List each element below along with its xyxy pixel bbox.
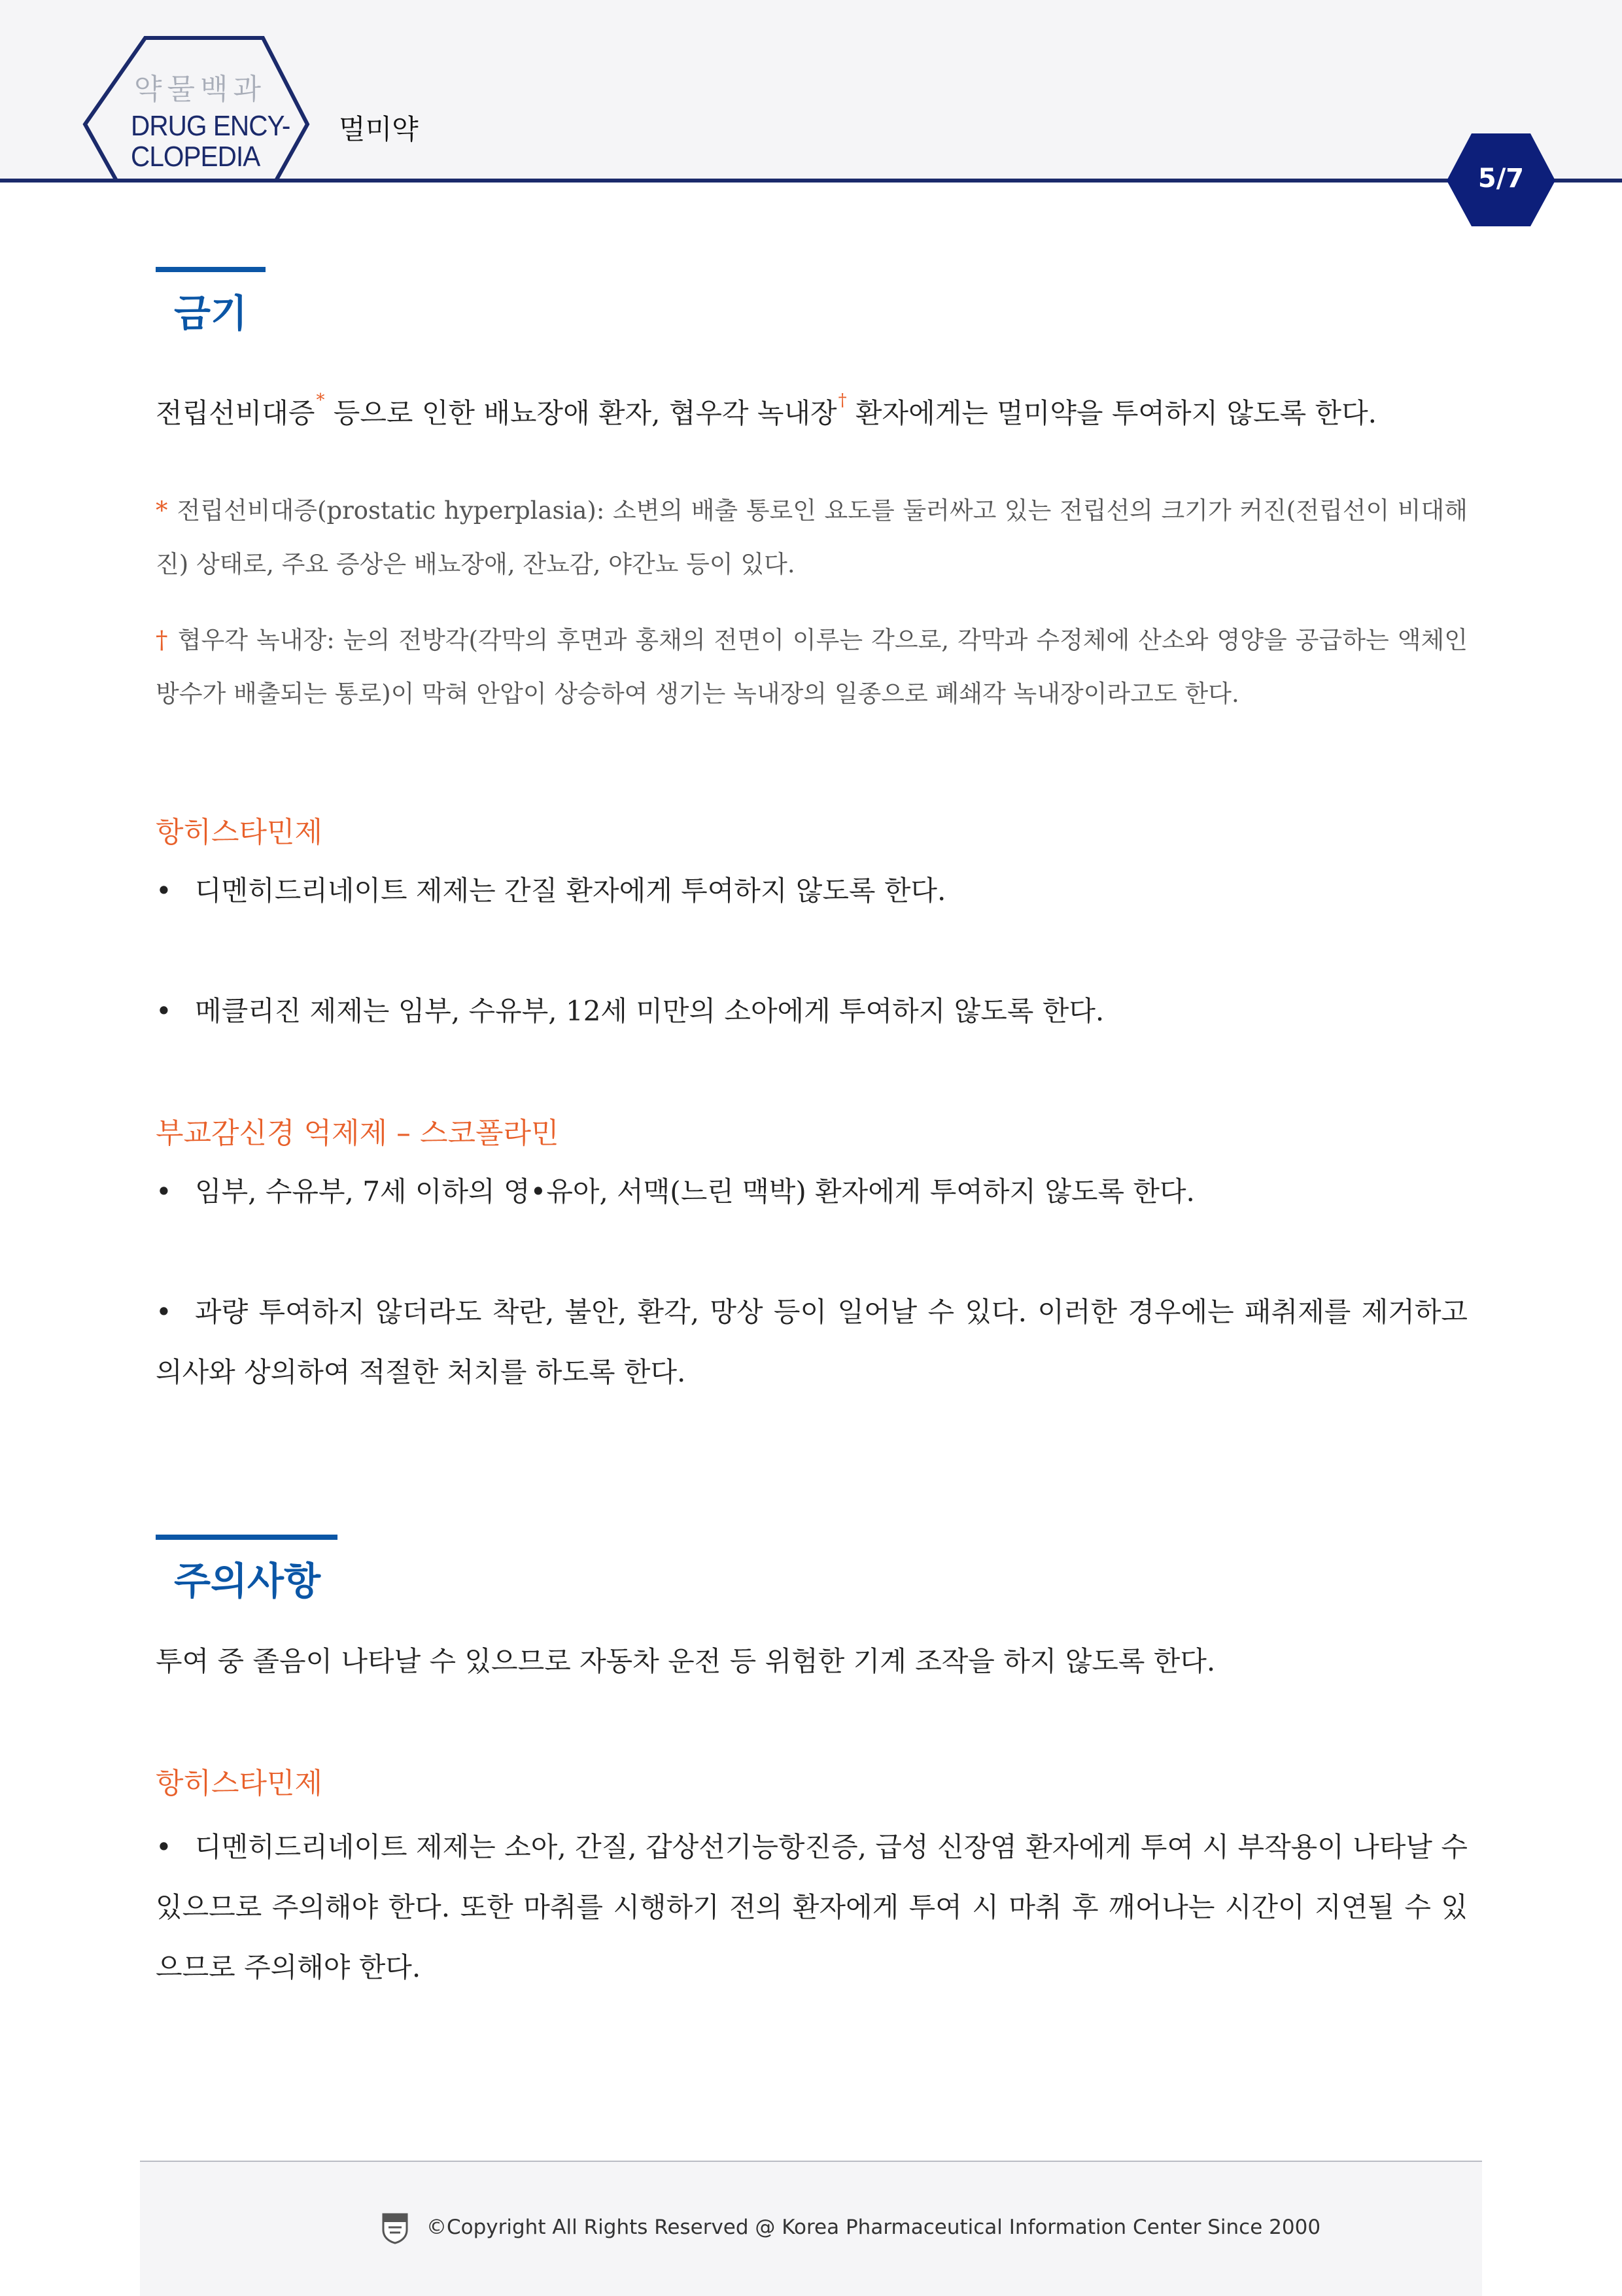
footnote-glaucoma-text: 협우각 녹내장: 눈의 전방각(각막의 후면과 홍채의 전면이 이루는 각으로, 각막과 수정체에 산소와 영양을 공급하는 액체인 방수가 배출되는 통로)이 막혀 안압이 상승하여 생기는 녹내장의 일종으로 폐쇄각 녹내장이라고도 한다. [156, 626, 1468, 708]
bullet-text: 디멘히드리네이트 제제는 소아, 간질, 갑상선기능항진증, 급성 신장염 환자에게 투여 시 부작용이 나타날 수 있으므로 주의해야 한다. 또한 마취를 시행하기 전의 환자에게 투여 시 마취 후 깨어나는 시간이 지연될 수 있으므로 주의해야 한다. [156, 1831, 1468, 1983]
bullet-dot: • [156, 1296, 172, 1328]
bullet-text: 과량 투여하지 않더라도 착란, 불안, 환각, 망상 등이 일어날 수 있다. 이러한 경우에는 패취제를 제거하고 의사와 상의하여 적절한 처치를 하도록 한다. [156, 1296, 1468, 1388]
bullet-dot: • [156, 995, 172, 1027]
dagger-mark: † [838, 391, 847, 410]
copyright-text: ©Copyright All Rights Reserved @ Korea Pharmaceutical Information Center Since 2000 [426, 2216, 1321, 2239]
intro-part3: 환자에게는 멀미약을 투여하지 않도록 한다. [846, 397, 1377, 429]
precautions-intro: 투여 중 졸음이 나타날 수 있으므로 자동차 운전 등 위험한 기계 조작을 하지 않도록 한다. [156, 1645, 1216, 1677]
bullet-text: 임부, 수유부, 7세 이하의 영•유아, 서맥(느린 맥박) 환자에게 투여하지 않도록 한다. [195, 1175, 1195, 1208]
bullet-text: 디멘히드리네이트 제제는 간질 환자에게 투여하지 않도록 한다. [195, 875, 946, 907]
page-number: 5/7 [1477, 164, 1525, 194]
footnote-prostate-text: 전립선비대증(prostatic hyperplasia): 소변의 배출 통로인 요도를 둘러싸고 있는 전립선의 크기가 커진(전립선이 비대해진) 상태로, 주요 증상은 배뇨장애, 잔뇨감, 야간뇨 등이 있다. [156, 496, 1468, 578]
bullet-item [156, 981, 1468, 1041]
antihistamine-subheading: 항히스타민제 [156, 816, 323, 849]
contraindications-heading: 금기 [174, 291, 248, 336]
bullet-text: 메클리진 제제는 임부, 수유부, 12세 미만의 소아에게 투여하지 않도록 한다. [195, 995, 1105, 1027]
precautions-antihistamine-subheading: 항히스타민제 [156, 1767, 323, 1800]
intro-part1: 전립선비대증 [156, 397, 315, 429]
logo-korean-text: 약물백과 [134, 73, 267, 106]
footnote-asterisk: * [156, 496, 168, 525]
bullet-dot: • [156, 1831, 172, 1863]
footnote-glaucoma [156, 614, 1468, 721]
bullet-dot: • [156, 875, 172, 907]
logo-english-line1: DRUG ENCY- [131, 110, 290, 142]
shield-emblem-icon [382, 2213, 408, 2244]
bullet-dot: • [156, 1175, 172, 1208]
contraindications-heading-bar [156, 267, 266, 272]
intro-part2: 등으로 인한 배뇨장애 환자, 협우각 녹내장 [324, 397, 837, 429]
precautions-heading: 주의사항 [174, 1559, 321, 1603]
footer [140, 2161, 1482, 2296]
footnote-dagger: † [156, 626, 169, 654]
footnote-prostate [156, 484, 1468, 591]
logo-english-line2: CLOPEDIA [131, 141, 260, 173]
bullet-item [156, 861, 1468, 921]
asterisk-mark: * [316, 391, 325, 410]
bullet-item [156, 1162, 1468, 1222]
bullet-item [156, 1282, 1468, 1402]
bullet-item [156, 1817, 1468, 1998]
document-title: 멀미약 [339, 113, 419, 145]
parasympathetic-subheading: 부교감신경 억제제 – 스코폴라민 [156, 1117, 559, 1150]
contraindications-intro [156, 370, 1468, 444]
precautions-heading-bar [156, 1535, 337, 1540]
